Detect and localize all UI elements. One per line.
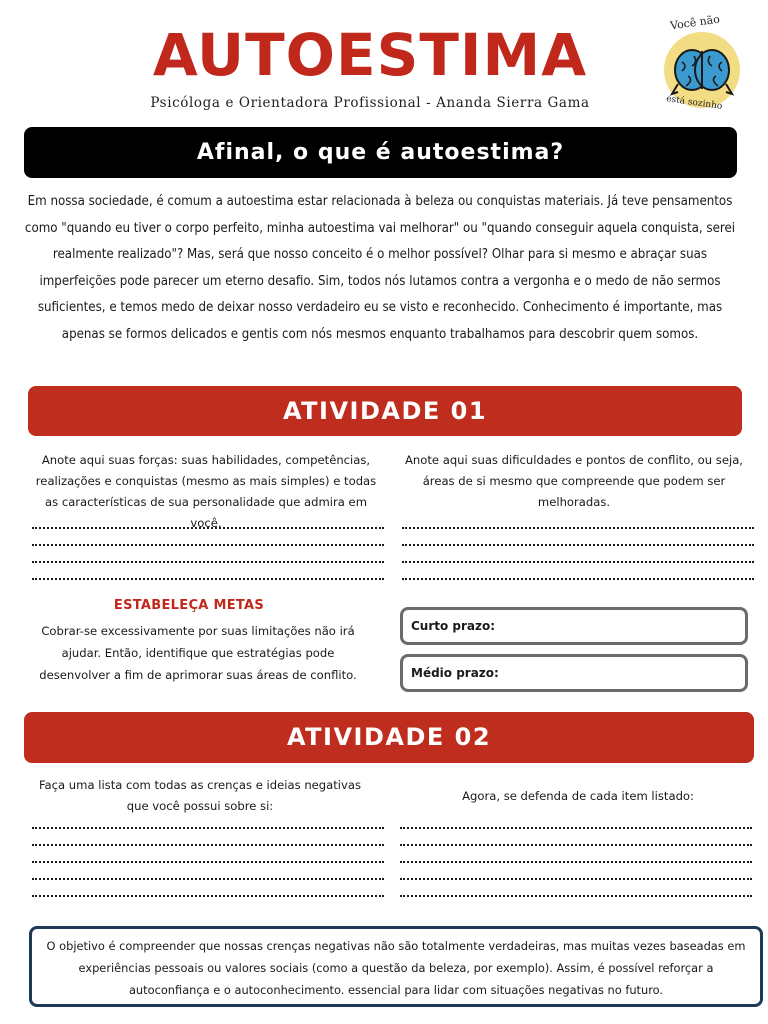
short-term-field[interactable] (400, 607, 748, 645)
answer-line[interactable] (400, 863, 752, 880)
page-subtitle: Psicóloga e Orientadora Profissional - Ananda Sierra Gama (150, 95, 590, 111)
conclusion-note: O objetivo é compreender que nossas crenças negativas não são totalmente verdadeiras, mas muitas vezes baseadas em experiências pessoais ou valores sociais (como a questão da beleza, por exemplo). Assim, é possível reforçar a autoconfiança e o autoconhecimento. essencial para lidar com situações negativas no futuro. (29, 926, 763, 1007)
answer-line[interactable] (32, 546, 384, 563)
answer-line[interactable] (402, 546, 754, 563)
beliefs-answer-lines[interactable] (32, 812, 384, 897)
logo (660, 12, 746, 112)
answer-line[interactable] (402, 529, 754, 546)
intro-paragraph: Em nossa sociedade, é comum a autoestima estar relacionada à beleza ou conquistas materiais. Já teve pensamentos como "quando eu tiver o corpo perfeito, minha autoestima vai melhorar" ou "quando conseguir aquela conquista, serei realmente realizado"? Mas, será que nosso conceito é o melhor possível? Olhar para si mesmo e abraçar suas imperfeições pode parecer um eterno desafio. Sim, todos nós lutamos contra a vergonha e o medo de não sermos suficientes, e temos medo de deixar nosso verdadeiro eu se visto e reconhecido. Conhecimento é importante, mas apenas se formos delicados e gentis com nós mesmos enquanto trabalhamos para descobrir quem somos. (24, 194, 736, 342)
answer-line[interactable] (32, 880, 384, 897)
page-title: AUTOESTIMA (152, 21, 588, 89)
answer-line[interactable] (402, 512, 754, 529)
answer-line[interactable] (400, 880, 752, 897)
difficulties-answer-lines[interactable] (402, 512, 754, 580)
answer-line[interactable] (402, 563, 754, 580)
activity1-heading: ATIVIDADE 01 (28, 386, 742, 436)
answer-line[interactable] (400, 829, 752, 846)
activity2-right-prompt: Agora, se defenda de cada item listado: (462, 789, 694, 803)
answer-line[interactable] (400, 812, 752, 829)
short-term-label: Curto prazo: (411, 619, 496, 633)
activity1-left-prompt: Anote aqui suas forças: suas habilidades, competências, realizações e conquistas (mesmo as mais simples) e todas as características de sua personalidade que admira em você. (35, 453, 377, 530)
answer-line[interactable] (32, 512, 384, 529)
answer-line[interactable] (32, 863, 384, 880)
answer-line[interactable] (400, 846, 752, 863)
logo-bottom-text: está sozinho (665, 94, 723, 112)
answer-line[interactable] (32, 529, 384, 546)
answer-line[interactable] (32, 846, 384, 863)
strengths-answer-lines[interactable] (32, 512, 384, 580)
answer-line[interactable] (32, 829, 384, 846)
defense-answer-lines[interactable] (400, 812, 752, 897)
medium-term-label: Médio prazo: (411, 666, 499, 680)
activity1-right-prompt: Anote aqui suas dificuldades e pontos de conflito, ou seja, áreas de si mesmo que compreende que podem ser melhoradas. (404, 453, 743, 509)
goals-title: ESTABELEÇA METAS (113, 598, 265, 613)
answer-line[interactable] (32, 812, 384, 829)
medium-term-field[interactable] (400, 654, 748, 692)
logo-top-text: Você não (669, 12, 721, 33)
intro-heading: Afinal, o que é autoestima? (24, 127, 737, 178)
goals-text: Cobrar-se excessivamente por suas limitações não irá ajudar. Então, identifique que estratégias pode desenvolver a fim de aprimorar suas áreas de conflito. (39, 624, 357, 682)
activity2-left-prompt: Faça uma lista com todas as crenças e ideias negativas que você possui sobre si: (38, 778, 362, 813)
activity2-heading: ATIVIDADE 02 (24, 712, 754, 763)
answer-line[interactable] (32, 563, 384, 580)
